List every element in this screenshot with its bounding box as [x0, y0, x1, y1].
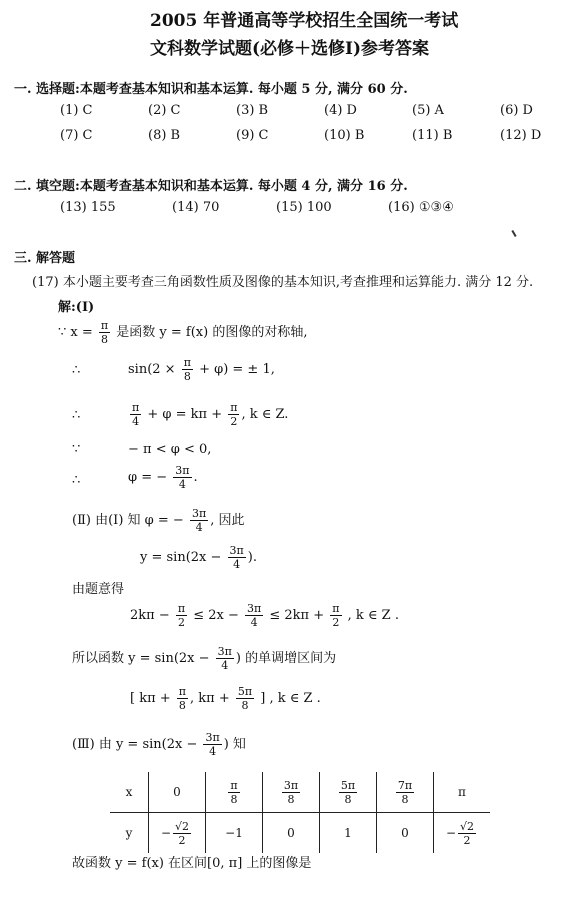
fraction: $\frac{5\pi}{8}$	[237, 685, 253, 712]
step-line: y = sin(2x − $\frac{3\pi}{4}$ ).	[140, 544, 257, 571]
page-subtitle: 文科数学试题(必修＋选修Ⅰ)参考答案	[150, 39, 430, 59]
step-line: sin(2 × $\frac{\pi}{8}$ + φ) = ± 1,	[128, 356, 275, 383]
fill-answers	[60, 200, 488, 215]
section-2-heading: 二. 填空题:本题考查基本知识和基本运算. 每小题 4 分, 满分 16 分.	[14, 179, 408, 194]
step-line: 2kπ − $\frac{\pi}{2}$ ≤ 2x − $\frac{3\pi}{4}$ ≤ 2kπ + $\frac{\pi}{2}$ , k ∈ Z .	[130, 602, 399, 629]
choice-answer: (10) B	[324, 128, 365, 143]
table-row	[110, 772, 490, 813]
step-line: 所以函数 y = sin(2x − $\frac{3\pi}{4}$ ) 的单调增区间为	[72, 645, 337, 672]
choice-answer: (9) C	[236, 128, 269, 143]
table-cell: 1	[320, 813, 377, 854]
section-1-heading: 一. 选择题:本题考查基本知识和基本运算. 每小题 5 分, 满分 60 分.	[14, 82, 408, 97]
fraction: $\frac{3\pi}{4}$	[191, 507, 207, 534]
step-line: $\frac{\pi}{4}$ + φ = kπ + $\frac{\pi}{2}$ , k ∈ Z.	[132, 401, 289, 428]
choice-row-2	[60, 128, 588, 143]
table-row	[110, 813, 490, 854]
table-cell: −1	[206, 813, 263, 854]
fraction: $\frac{3\pi}{4}$	[217, 645, 232, 672]
fraction: $\frac{\pi}{8}$	[183, 356, 191, 383]
fraction: $\frac{3\pi}{4}$	[205, 731, 220, 758]
step-line: (Ⅱ) 由(Ⅰ) 知 φ = − $\frac{3\pi}{4}$ , 因此	[72, 507, 245, 534]
therefore-symbol: ∴	[72, 363, 81, 378]
step-line: (Ⅲ) 由 y = sin(2x − $\frac{3\pi}{4}$ ) 知	[72, 731, 246, 758]
fraction: $\frac{\pi}{8}$	[100, 319, 109, 346]
choice-answer: (11) B	[412, 128, 453, 143]
choice-answer: (6) D	[500, 103, 533, 118]
step-line: ∵ x = $\frac{\pi}{8}$ 是函数 y = f(x) 的图像的对称轴,	[58, 319, 308, 346]
stray-mark	[511, 230, 516, 237]
fraction: $\frac{3\pi}{4}$	[247, 602, 262, 629]
fill-answer: (16) ①③④	[388, 200, 454, 215]
table-cell: $\frac{7\pi}{8}$	[377, 772, 434, 813]
fraction: $\frac{\pi}{2}$	[177, 602, 186, 629]
part-1-label: 解:(Ⅰ)	[58, 300, 95, 315]
page-title: 2005 年普通高等学校招生全国统一考试	[150, 11, 459, 31]
because-symbol: ∵	[72, 442, 81, 457]
table-cell: $\frac{\pi}{8}$	[206, 772, 263, 813]
fraction: $\frac{\pi}{2}$	[230, 401, 238, 428]
choice-answer: (8) B	[148, 128, 181, 143]
fraction: $\frac{\pi}{8}$	[178, 685, 187, 712]
choice-answer: (12) D	[500, 128, 542, 143]
fill-answer: (15) 100	[276, 200, 332, 215]
step-line: − π < φ < 0,	[128, 442, 212, 457]
choice-answer: (4) D	[324, 103, 357, 118]
q17-intro: (17) 本小题主要考查三角函数性质及图像的基本知识,考查推理和运算能力. 满分 12 分.	[32, 275, 534, 290]
fraction: $\frac{3\pi}{4}$	[229, 544, 244, 571]
fill-answer: (14) 70	[172, 200, 220, 215]
choice-answer: (3) B	[236, 103, 269, 118]
table-cell: 0	[263, 813, 320, 854]
final-line: 故函数 y = f(x) 在区间[0, π] 上的图像是	[72, 856, 312, 871]
fraction: $\frac{\pi}{2}$	[332, 602, 340, 629]
table-cell: x	[110, 772, 149, 813]
section-3-heading: 三. 解答题	[14, 251, 76, 266]
table-cell: 0	[377, 813, 434, 854]
fraction: $\frac{\pi}{4}$	[132, 401, 140, 428]
choice-row-1	[60, 103, 588, 118]
table-cell: y	[125, 826, 133, 840]
step-line: 由题意得	[72, 582, 125, 597]
table-cell: − $\frac{√2}{2}$	[434, 813, 491, 854]
table-cell: $\frac{5\pi}{8}$	[320, 772, 377, 813]
step-line: φ = − $\frac{3\pi}{4}$ .	[128, 464, 198, 491]
table-cell: π	[434, 772, 491, 813]
choice-answer: (1) C	[60, 103, 93, 118]
choice-answer: (5) A	[412, 103, 444, 118]
therefore-symbol: ∴	[72, 408, 81, 423]
fill-answer: (13) 155	[60, 200, 116, 215]
table-cell: − $\frac{√2}{2}$	[149, 813, 206, 854]
fraction: $\frac{3\pi}{4}$	[175, 464, 190, 491]
value-table	[110, 772, 490, 853]
choice-answer: (7) C	[60, 128, 93, 143]
table-cell: $\frac{3\pi}{8}$	[263, 772, 320, 813]
step-line: [ kπ + $\frac{\pi}{8}$ , kπ + $\frac{5\pi}{8}$ ] , k ∈ Z .	[130, 685, 321, 712]
choice-answer: (2) C	[148, 103, 181, 118]
table-cell: 0	[149, 772, 206, 813]
therefore-symbol: ∴	[72, 473, 81, 488]
